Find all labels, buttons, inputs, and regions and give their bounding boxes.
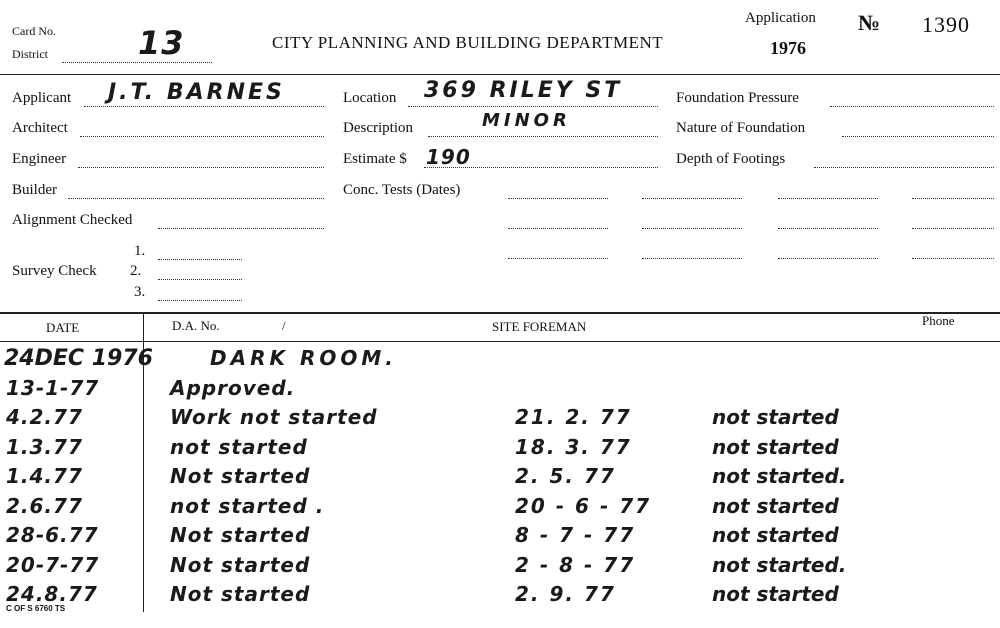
entry-date: 1.3.77 xyxy=(6,435,83,459)
number-symbol: № xyxy=(858,10,881,35)
entry-note: not started . xyxy=(170,494,325,518)
entry-date-2: 18. 3. 77 xyxy=(515,435,632,459)
entry-date: 4.2.77 xyxy=(6,405,83,429)
entry-date: 13-1-77 xyxy=(6,376,100,400)
application-number: 1390 xyxy=(922,12,970,37)
table-row xyxy=(0,492,1000,522)
entry-date-2: 21. 2. 77 xyxy=(515,405,632,429)
entry-date-2: 20 - 6 - 77 xyxy=(515,494,652,518)
survey-item-2: 2. xyxy=(130,263,142,279)
conc-line-1a xyxy=(508,198,608,199)
entry-date-2: 2. 9. 77 xyxy=(515,582,616,606)
entry-note: Not started xyxy=(170,464,311,488)
entry-note-2: not started xyxy=(712,523,839,547)
da-header: D.A. No. xyxy=(172,318,220,333)
form-code: C OF S 6760 TS xyxy=(6,604,66,613)
conc-tests-label: Conc. Tests (Dates) xyxy=(343,182,461,198)
district-value: 13 xyxy=(138,24,185,62)
alignment-label: Alignment Checked xyxy=(12,212,133,228)
entry-note-2: not started xyxy=(712,494,839,518)
header-divider xyxy=(0,74,1000,75)
location-value: 369 RILEY ST xyxy=(424,78,623,103)
card-no-label: Card No. xyxy=(12,24,56,38)
conc-line-3a xyxy=(508,258,608,259)
department-title: CITY PLANNING AND BUILDING DEPARTMENT xyxy=(272,33,664,52)
survey-label: Survey Check xyxy=(12,263,97,279)
depth-footings-line xyxy=(814,167,994,168)
depth-footings-label: Depth of Footings xyxy=(676,151,786,167)
applicant-label: Applicant xyxy=(12,90,72,106)
conc-line-1b xyxy=(642,198,742,199)
entry-note-2: not started. xyxy=(712,553,847,577)
table-row xyxy=(0,374,1000,404)
entry-date: 20-7-77 xyxy=(6,553,100,577)
district-line xyxy=(62,62,212,63)
nature-foundation-label: Nature of Foundation xyxy=(676,120,806,136)
applicant-value: J.T. BARNES xyxy=(108,80,285,105)
table-row xyxy=(0,521,1000,551)
entry-note: Approved. xyxy=(170,376,296,400)
survey-line-2 xyxy=(158,279,242,280)
phone-header: Phone xyxy=(922,313,955,328)
table-row xyxy=(0,433,1000,463)
entry-date: 28-6.77 xyxy=(6,523,99,547)
entry-date: 2.6.77 xyxy=(6,494,83,518)
foundation-pressure-label: Foundation Pressure xyxy=(676,90,799,106)
survey-line-1 xyxy=(158,259,242,260)
description-label: Description xyxy=(343,120,413,136)
engineer-label: Engineer xyxy=(12,151,67,167)
entry-note-2: not started xyxy=(712,405,839,429)
architect-line xyxy=(80,136,324,137)
entry-date: 24.8.77 xyxy=(6,582,98,606)
estimate-value: 190 xyxy=(426,145,471,169)
conc-line-1d xyxy=(912,198,994,199)
conc-line-3c xyxy=(778,258,878,259)
location-line xyxy=(408,106,658,107)
entry-note: DARK ROOM. xyxy=(210,346,397,370)
foundation-pressure-line xyxy=(830,106,994,107)
entry-note: Not started xyxy=(170,553,311,577)
survey-item-1: 1. xyxy=(134,243,146,259)
nature-foundation-line xyxy=(842,136,994,137)
conc-line-2c xyxy=(778,228,878,229)
entry-note: Not started xyxy=(170,582,311,606)
location-label: Location xyxy=(343,90,397,106)
estimate-label: Estimate $ xyxy=(343,151,407,167)
conc-line-2b xyxy=(642,228,742,229)
builder-label: Builder xyxy=(12,182,57,198)
table-row xyxy=(0,344,1000,374)
entry-note: Not started xyxy=(170,523,311,547)
table-row xyxy=(0,403,1000,433)
table-row xyxy=(0,551,1000,581)
survey-line-3 xyxy=(158,300,242,301)
table-top-border xyxy=(0,312,1000,314)
alignment-line xyxy=(158,228,324,229)
entry-date-2: 2 - 8 - 77 xyxy=(515,553,636,577)
application-year: 1976 xyxy=(770,38,806,58)
entry-note: not started xyxy=(170,435,308,459)
entry-date-2: 2. 5. 77 xyxy=(515,464,616,488)
entry-date: 24DEC 1976 xyxy=(4,346,153,371)
table-row xyxy=(0,580,1000,610)
conc-line-2d xyxy=(912,228,994,229)
district-label: District xyxy=(12,47,48,61)
table-row xyxy=(0,462,1000,492)
conc-line-3b xyxy=(642,258,742,259)
conc-line-3d xyxy=(912,258,994,259)
conc-line-2a xyxy=(508,228,608,229)
applicant-line xyxy=(84,106,324,107)
date-header: DATE xyxy=(46,320,80,335)
application-label: Application xyxy=(745,10,816,26)
entry-date-2: 8 - 7 - 77 xyxy=(515,523,636,547)
table-header-border xyxy=(0,341,1000,342)
description-value: MINOR xyxy=(482,110,571,131)
survey-item-3: 3. xyxy=(134,284,146,300)
foreman-header: SITE FOREMAN xyxy=(492,319,587,334)
builder-line xyxy=(68,198,324,199)
entry-note-2: not started xyxy=(712,435,839,459)
architect-label: Architect xyxy=(12,120,68,136)
entry-note-2: not started. xyxy=(712,464,847,488)
conc-line-1c xyxy=(778,198,878,199)
entry-note-2: not started xyxy=(712,582,839,606)
engineer-line xyxy=(78,167,324,168)
da-slash: / xyxy=(282,318,286,333)
entry-date: 1.4.77 xyxy=(6,464,83,488)
description-line xyxy=(428,136,658,137)
entry-note: Work not started xyxy=(170,405,378,429)
